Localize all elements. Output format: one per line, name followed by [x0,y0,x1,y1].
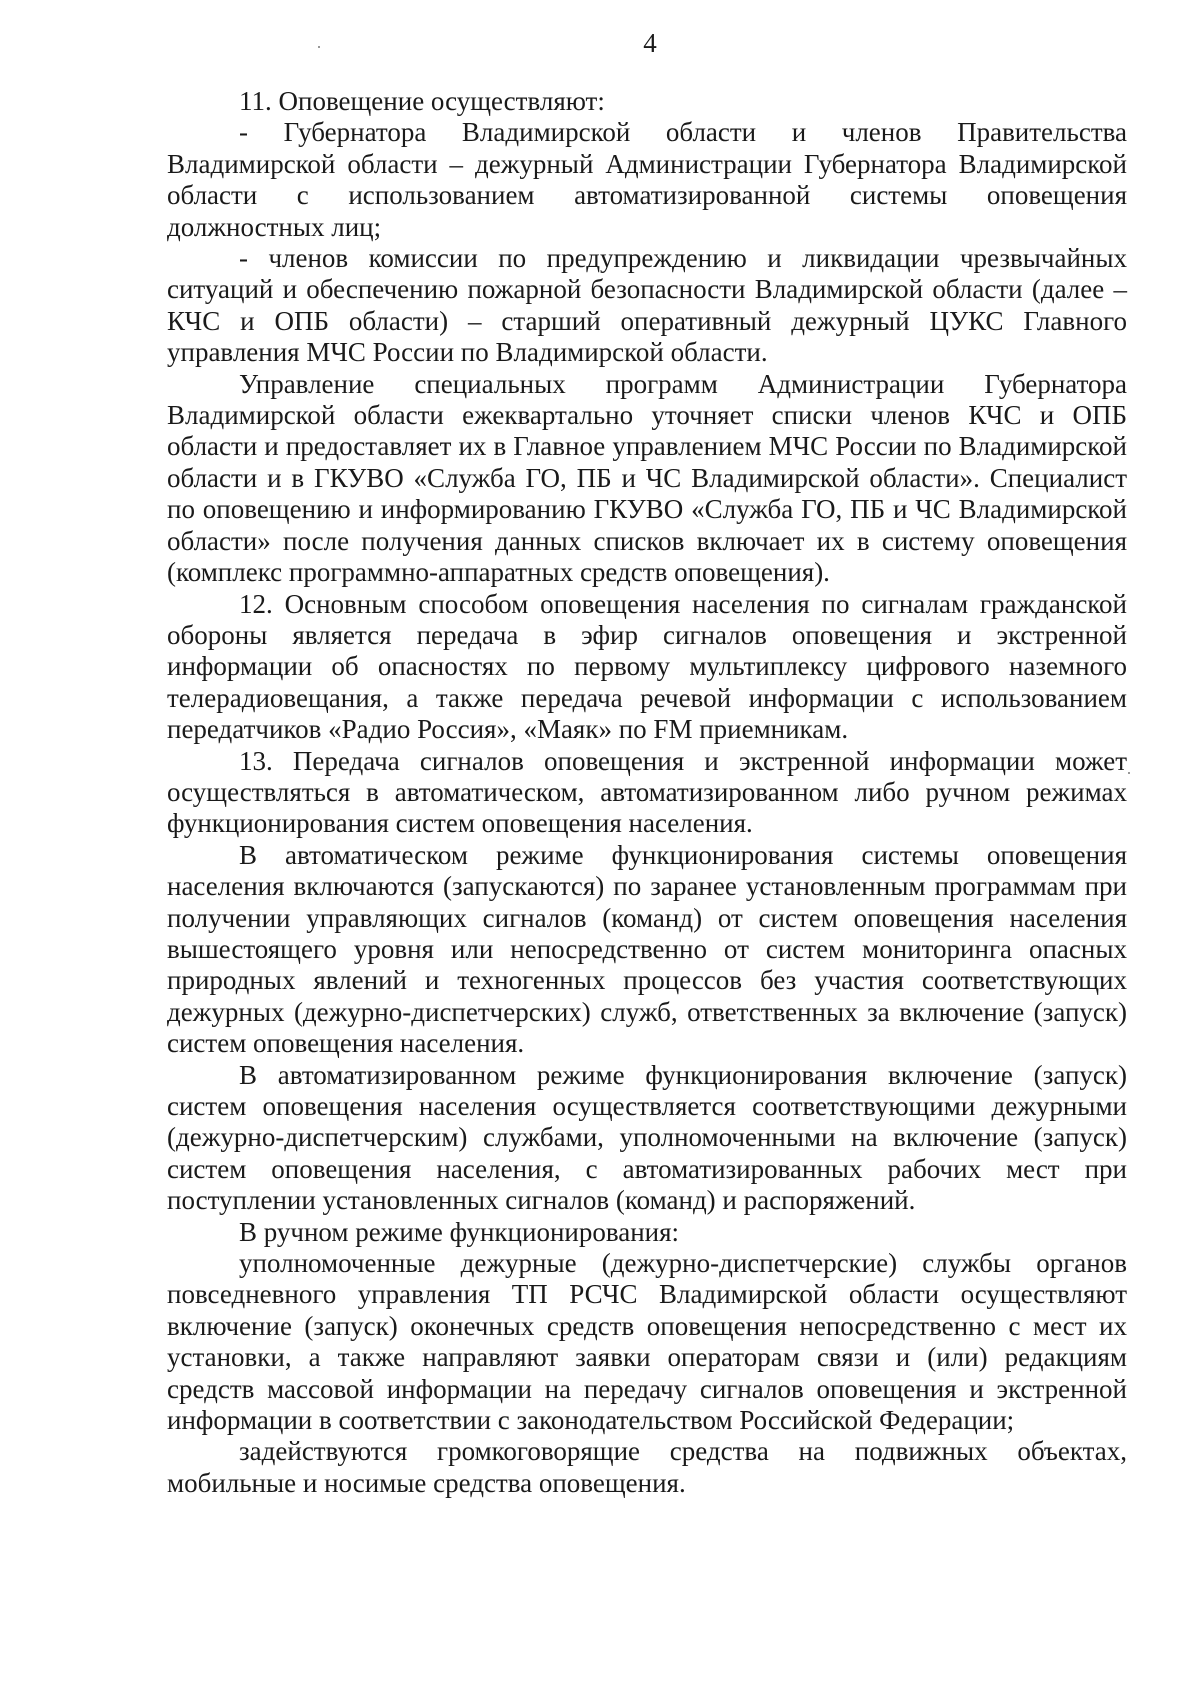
paragraph: В ручном режиме функционирования: [239,1216,680,1247]
paragraph: 13. Передача сигналов оповещения и экстренной информации может осуществляться в автоматическом, автоматизированном либо ручном режимах функционирования систем оповещения населения. [167,745,1127,839]
paragraph: 11. Оповещение осуществляют: [239,86,605,116]
paragraph: В автоматическом режиме функционирования системы оповещения населения включаются (запускаются) по заранее установленным программам при получении управляющих сигналов (команд) от систем оповещения населения вышестоящего уровня или непосредственно от систем мониторинга опасных природных явлений и техногенных процессов без участия соответствующих дежурных (дежурно-диспетчерских) служб, ответственных за включение (запуск) систем оповещения населения. [167,839,1127,1059]
page-number: 4 [643,28,657,58]
paragraph: Управление специальных программ Администрации Губернатора Владимирской области ежеквартально уточняет списки членов КЧС и ОПБ области и предоставляет их в Главное управлением МЧС России по Владимирской области и в ГКУВО «Служба ГО, ПБ и ЧС Владимирской области». Специалист по оповещению и информированию ГКУВО «Служба ГО, ПБ и ЧС Владимирской области» после получения данных списков включает их в систему оповещения (комплекс программно-аппаратных средств оповещения). [167,368,1127,588]
scan-speck [1128,772,1130,774]
paragraph: задействуются громкоговорящие средства на подвижных объектах, мобильные и носимые средства оповещения. [167,1436,1127,1498]
scan-speck [318,46,320,48]
paragraph: уполномоченные дежурные (дежурно-диспетчерские) службы органов повседневного управления ТП РСЧС Владимирской области осуществляют включение (запуск) оконечных средств оповещения непосредственно с мест их установки, а также направляют заявки операторам связи и (или) редакциям средств массовой информации на передачу сигналов оповещения и экстренной информации в соответствии с законодательством Российской Федерации; [167,1248,1127,1436]
paragraph: В автоматизированном режиме функционирования включение (запуск) систем оповещения населения осуществляется соответствующими дежурными (дежурно-диспетчерским) службами, уполномоченными на включение (запуск) систем оповещения населения, с автоматизированных рабочих мест при поступлении установленных сигналов (команд) и распоряжений. [167,1059,1127,1216]
paragraph: - членов комиссии по предупреждению и ликвидации чрезвычайных ситуаций и обеспечению пожарной безопасности Владимирской области (далее – КЧС и ОПБ области) – старший оперативный дежурный ЦУКС Главного управления МЧС России по Владимирской области. [167,243,1127,368]
paragraph: 12. Основным способом оповещения населения по сигналам гражданской обороны является передача в эфир сигналов оповещения и экстренной информации об опасностях по первому мультиплексу цифрового наземного телерадиовещания, а также передача речевой информации с использованием передатчиков «Радио Россия», «Маяк» по FM приемникам. [167,588,1127,745]
document-body [167,86,1127,1499]
paragraph: - Губернатора Владимирской области и членов Правительства Владимирской области – дежурный Администрации Губернатора Владимирской области с использованием автоматизированной системы оповещения должностных лиц; [167,117,1127,242]
